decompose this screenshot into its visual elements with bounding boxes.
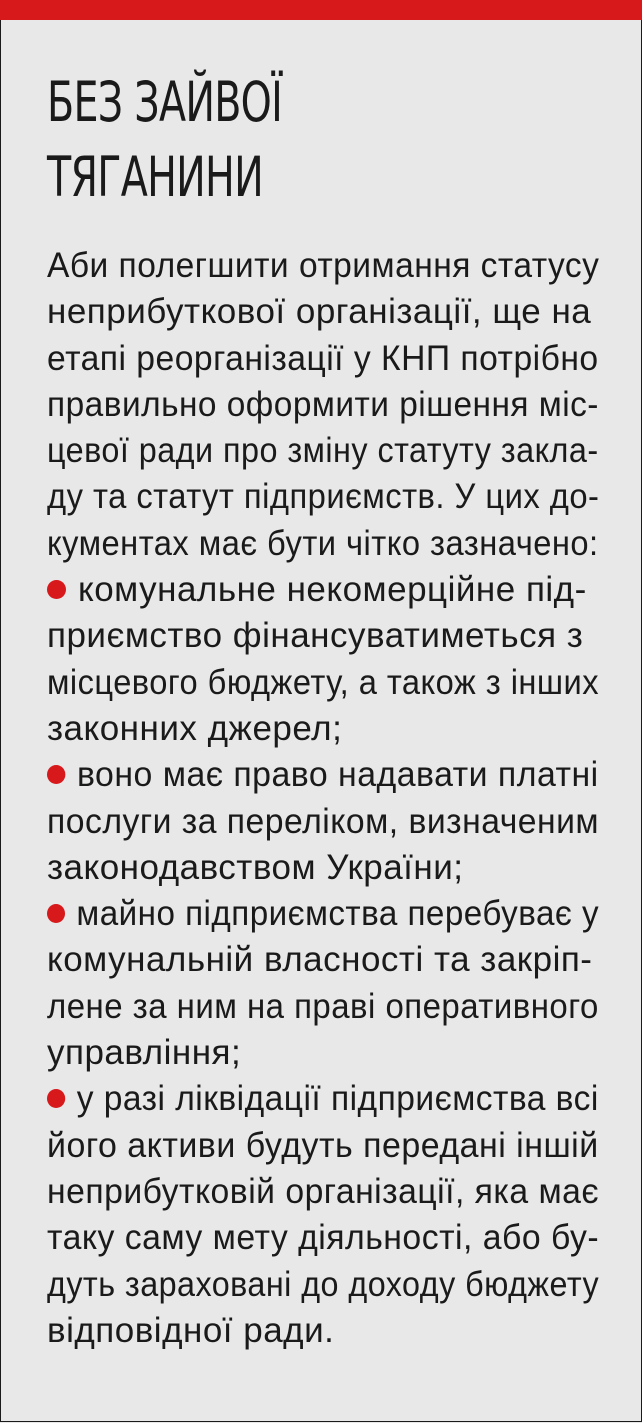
bullet-item [47,567,599,752]
title-line-1: БЕЗ ЗАЙВОЇ [47,70,283,134]
bullet-dot-icon [47,765,65,784]
text-line: комунальній власності та закріп- [47,940,593,980]
title-line-2: ТЯГАНИНИ [47,145,263,209]
text-line: місцевого бюджету, а також з інших [47,662,600,702]
text-line [47,752,599,798]
text-line: лене за ним на праві оперативного [47,986,599,1026]
text-line: законодавством України; [47,847,464,887]
sidebar-body [47,243,599,1354]
text-line: законних джерел; [47,708,343,748]
text-line [47,1076,599,1122]
text-line: Аби полегшити отримання статусу [47,246,600,285]
bullet-item [47,1076,599,1354]
bullet-text: у разі ліквідації підприємства всі [76,1079,599,1119]
text-line: неприбутковій організації, яка має [47,1171,600,1211]
bullet-dot-icon [47,1089,65,1108]
sidebar-box [0,20,642,1422]
sidebar-content [47,65,599,1354]
text-line [47,891,600,937]
text-line: правильно оформити рішення міс- [47,384,599,424]
text-line: кументах має бути чітко зазначено: [47,523,599,563]
bullet-text: майно підприємства перебуває у [76,894,600,934]
text-line: етапі реорганізації у КНП потрібно [47,338,599,378]
text-line: цевої ради про зміну статуту закла- [47,431,599,471]
text-line: дуть зараховані до доходу бюджету [47,1264,600,1304]
bullet-text: воно має право надавати платні [76,755,599,795]
text-line: управління; [47,1033,242,1073]
text-line: приємство фінансуватиметься з [47,616,584,656]
intro-paragraph [47,243,599,567]
text-line: послуги за переліком, визначеним [47,801,600,841]
sidebar-title [47,65,444,215]
bullet-dot-icon [47,904,65,923]
text-line: відповідної ради. [47,1310,335,1350]
top-accent-bar [0,0,642,20]
bullet-item [47,891,599,1076]
bullet-item [47,752,599,891]
text-line: ду та статут підприємств. У цих до- [47,477,600,517]
text-line: його активи будуть передані іншій [47,1125,599,1165]
bullet-dot-icon [47,580,66,599]
text-line [47,567,599,613]
text-line: таку саму мету діяльності, або бу- [47,1218,600,1258]
bullet-text: комунальне некомерційне під- [78,570,587,610]
text-line: неприбуткової організації, ще на [47,292,592,332]
